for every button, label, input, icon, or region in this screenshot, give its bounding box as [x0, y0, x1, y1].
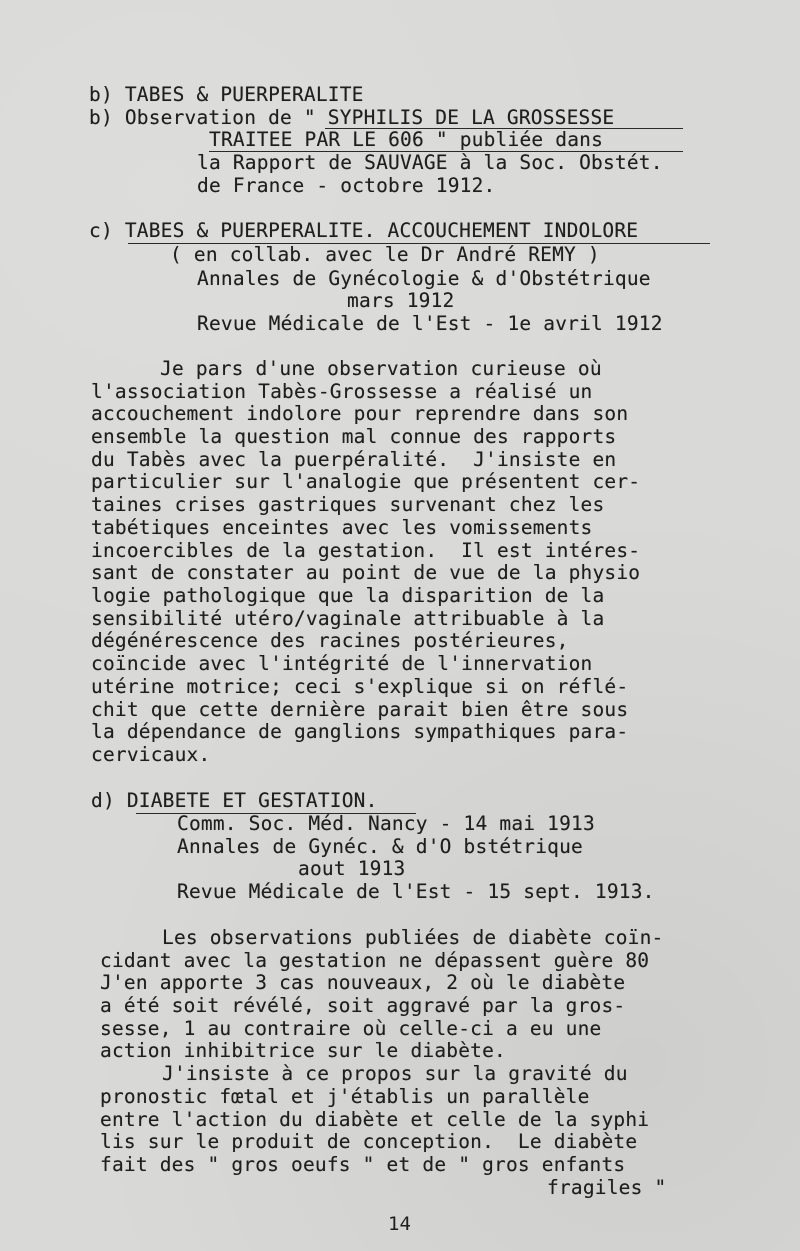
section-d-ref2-date: aout 1913 [298, 857, 406, 880]
section-c-collab: ( en collab. avec le Dr André REMY ) [170, 243, 600, 266]
section-d-para1-line: action inhibitrice sur le diabète. [100, 1039, 506, 1062]
section-d-para1-line: a été soit révélé, soit aggravé par la gros- [100, 994, 626, 1017]
section-c-ref1-date: mars 1912 [347, 289, 455, 312]
section-b1-title: b) TABES & PUERPERALITE [89, 83, 364, 106]
section-c-para-line: incoercibles de la gestation. Il est intéres- [91, 539, 641, 562]
section-b2-ref: la Rapport de SAUVAGE à la Soc. Obstét. [197, 151, 663, 174]
section-c-para-line: particulier sur l'analogie que présentent cer- [91, 470, 641, 493]
section-b2-title: b) Observation de " SYPHILIS DE LA GROSSESSE [89, 106, 615, 129]
section-c-ref2: Revue Médicale de l'Est - 1e avril 1912 [197, 312, 663, 335]
section-b2-date: de France - octobre 1912. [197, 174, 496, 197]
section-c-para-line: cervicaux. [91, 743, 211, 766]
section-c-para-line: Je pars d'une observation curieuse où [160, 357, 602, 380]
section-d-title: d) DIABETE ET GESTATION. [91, 789, 378, 812]
section-d-ref2: Annales de Gynéc. & d'O bstétrique [177, 835, 583, 858]
page-number: 14 [388, 1213, 411, 1235]
section-c-para-line: utérine motrice; ceci s'explique si on réflé- [91, 675, 629, 698]
section-d-ref1: Comm. Soc. Méd. Nancy - 14 mai 1913 [177, 812, 595, 835]
section-c-para-line: la dépendance de ganglions sympathiques para- [91, 720, 629, 743]
section-d-para1-line: sesse, 1 au contraire où celle-ci a eu une [100, 1017, 602, 1040]
section-d-ref3: Revue Médicale de l'Est - 15 sept. 1913. [177, 880, 655, 903]
section-c-para-line: du Tabès avec la puerpéralité. J'insiste en [91, 448, 617, 471]
section-c-para-line: sant de constater au point de vue de la physio [91, 561, 641, 584]
section-c-para-line: l'association Tabès-Grossesse a réalisé un [91, 380, 593, 403]
section-d-para2-line: fait des " gros oeufs " et de " gros enfants [100, 1153, 626, 1176]
section-c-para-line: accouchement indolore pour reprendre dans son [91, 402, 629, 425]
section-d-para2-line: fragiles " [547, 1176, 667, 1199]
section-d-para2-line: entre l'action du diabète et celle de la syphi [100, 1108, 650, 1131]
section-c-title: c) TABES & PUERPERALITE. ACCOUCHEMENT INDOLORE [89, 219, 639, 242]
section-c-para-line: dégénérescence des racines postérieures, [91, 629, 569, 652]
section-c-para-line: taines crises gastriques survenant chez les [91, 493, 605, 516]
section-d-para1-line: J'en apporte 3 cas nouveaux, 2 où le diabète [100, 971, 626, 994]
section-c-para-line: chit que cette dernière parait bien être sous [91, 698, 629, 721]
underline-b2-1 [325, 128, 683, 129]
section-d-para1-line: Les observations publiées de diabète coïn- [162, 926, 664, 949]
section-c-para-line: sensibilité utéro/vaginale attribuable à la [91, 607, 605, 630]
section-d-para2-line: pronostic fœtal et j'établis un parallèle [100, 1085, 590, 1108]
section-b2-title-cont: TRAITEE PAR LE 606 " publiée dans [209, 128, 604, 151]
section-c-para-line: coïncide avec l'intégrité de l'innervation [91, 652, 593, 675]
section-c-para-line: logie pathologique que la disparition de la [91, 584, 605, 607]
section-d-para2-line: J'insiste à ce propos sur la gravité du [162, 1062, 628, 1085]
section-c-para-line: tabétiques enceintes avec les vomissements [91, 516, 593, 539]
section-d-para2-line: lis sur le produit de conception. Le diabète [100, 1130, 638, 1153]
section-d-para1-line: cidant avec la gestation ne dépassent guère 80 [100, 949, 650, 972]
section-c-para-line: ensemble la question mal connue des rapports [91, 425, 617, 448]
section-c-ref1: Annales de Gynécologie & d'Obstétrique [197, 267, 651, 290]
underline-b2-2 [209, 151, 683, 152]
